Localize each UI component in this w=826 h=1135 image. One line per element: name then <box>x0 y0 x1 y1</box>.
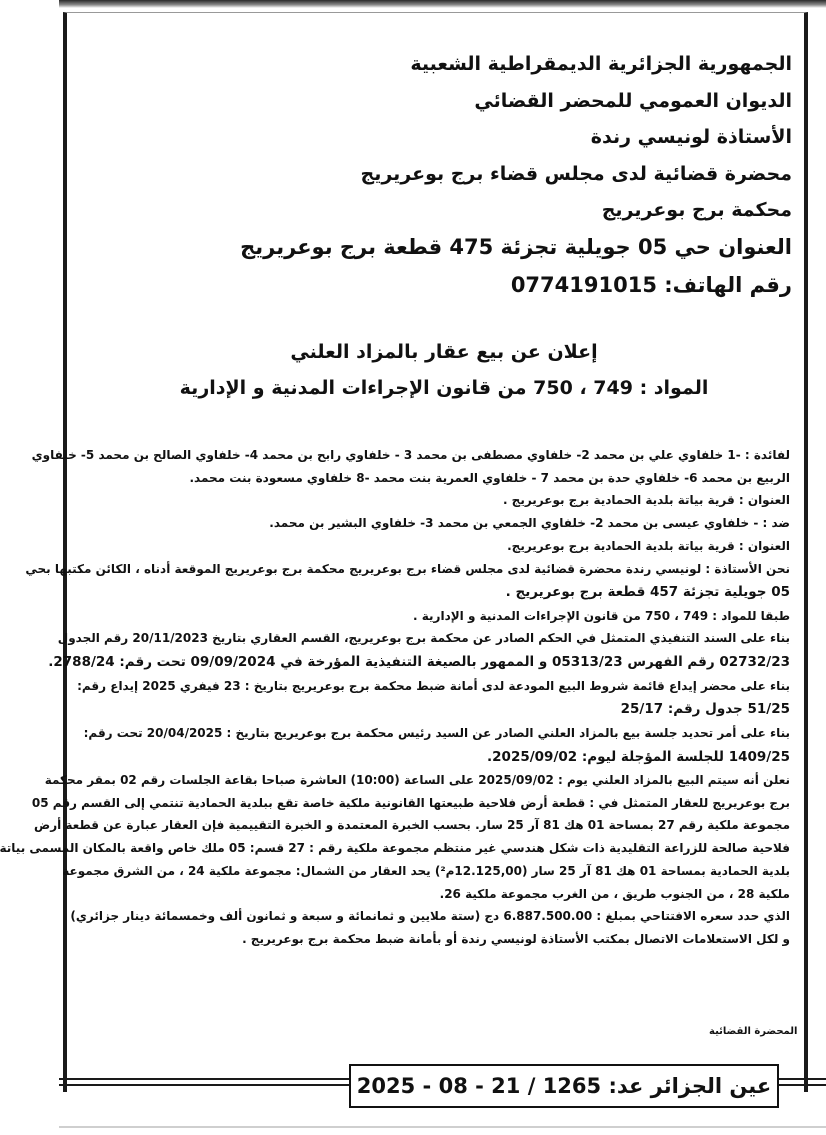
header-block <box>192 46 792 305</box>
republic-title: الجمهورية الجزائرية الديمقراطية الشعبية <box>410 53 792 75</box>
body-line: بناء على السند التنفيذي المتمثل في الحكم الصادر عن محكمة برج بوعريريج، القسم العقاري بتاريخ 20/11/2023 رقم الجدول <box>57 631 790 646</box>
body-line: بناء على أمر تحديد جلسة بيع بالمزاد العلني الصادر عن السيد رئيس محكمة برج بوعريريج بتاريخ : 20/04/2025 تحت رقم: <box>83 725 790 740</box>
body-line: فلاحية صالحة للزراعة التقليدية ذات شكل هندسي غير منتظم مجموعة ملكية رقم : 27 قسم: 05 ملك خاص واقعة بالمكان المسمى بياتة <box>0 841 790 856</box>
body-line: الربيع بن محمد 6- خلفاوي حدة بن محمد 7 - خلفاوي العمرية بنت محمد -8 خلفاوي مسعودة بنت محمد. <box>189 470 790 485</box>
body-line: و لكل الاستعلامات الاتصال بمكتب الأستاذة لونيسي رندة أو بأمانة ضبط محكمة برج بوعريريج . <box>242 931 790 946</box>
bailiff-name: الأستاذة لونيسي رندة <box>590 126 792 148</box>
body-line: ضد : - خلفاوي عيسى بن محمد 2- خلفاوي الجمعي بن محمد 3- خلفاوي البشير بن محمد. <box>269 516 790 531</box>
bottom-rule <box>59 1126 826 1128</box>
scan-edge <box>59 0 826 8</box>
legal-articles: المواد : 749 ، 750 من قانون الإجراءات المدنية و الإدارية <box>179 377 709 399</box>
body-line: 51/25 جدول رقم: 25/17 <box>620 701 790 718</box>
phone-number: رقم الهاتف: 0774191015 <box>510 273 792 297</box>
body-line: طبقا للمواد : 749 ، 750 من قانون الإجراءات المدنية و الإدارية . <box>413 608 790 623</box>
announcement-body <box>0 444 790 951</box>
bailiff-signature: المحضرة القضائية <box>709 1026 798 1037</box>
body-line: العنوان : قرية بياتة بلدية الحمادية برج بوعريريج . <box>502 493 790 508</box>
publication-reference: عين الجزائر عد: 1265 / 21 - 08 - 2025 <box>349 1064 779 1108</box>
body-line: مجموعة ملكية رقم 27 بمساحة 01 هك 81 آر 25 سار. بحسب الخبرة المعتمدة و الخبرة التقييمية فإن العقار عبارة عن قطعة أرض <box>34 818 790 833</box>
body-line: الذي حدد سعره الافتتاحي بمبلغ : 6.887.500.00 دج (ستة ملايين و ثمانمائة و سبعة و ثمانون ألف وخمسمائة دينار جزائري) <box>70 909 790 924</box>
body-line: ملكية 28 ، من الجنوب طريق ، من الغرب مجموعة ملكية 26. <box>439 886 790 901</box>
body-line: لفائدة : -1 خلفاوي علي بن محمد 2- خلفاوي مصطفى بن محمد 3 - خلفاوي رابح بن محمد 4- خلفاوي الصالح بن محمد 5- خلفاوي <box>31 448 790 462</box>
announcement-titles <box>99 334 789 406</box>
body-line: بناء على محضر إيداع قائمة شروط البيع المودعة لدى أمانة ضبط محكمة برج بوعريريج بتاريخ : 23 فيفري 2025 إيداع رقم: <box>77 678 790 693</box>
office-title: الديوان العمومي للمحضر القضائي <box>474 89 792 112</box>
body-line: 1409/25 للجلسة المؤجلة ليوم: 2025/09/02. <box>487 748 790 765</box>
office-address: العنوان حي 05 جويلية تجزئة 475 قطعة برج بوعريريج <box>240 234 792 259</box>
body-line: 02732/23 رقم الفهرس 05313/23 و الممهور بالصيغة التنفيذية المؤرخة في 09/09/2024 تحت رقم: 2788/24. <box>48 654 790 671</box>
announcement-title: إعلان عن بيع عقار بالمزاد العلني <box>290 341 598 363</box>
body-line: برج بوعريريج للعقار المتمثل في : قطعة أرض فلاحية طبيعتها القانونية ملكية خاصة تقع ببلدية الحمادية تنتمي إلى القسم رقم 05 <box>31 795 790 810</box>
body-line: العنوان : قرية بياتة بلدية الحمادية برج بوعريريج. <box>507 538 790 553</box>
body-line: بلدية الحمادية بمساحة 01 هك 81 آر 25 سار (12.125,00م²) يحد العقار من الشمال: مجموعة ملكية 24 ، من الشرق مجموعة <box>62 863 790 878</box>
body-line: نعلن أنه سيتم البيع بالمزاد العلني يوم : 2025/09/02 على الساعة (10:00) العاشرة صباحا بقاعة الجلسات رقم 02 بمقر محكمة <box>44 773 790 788</box>
court-council: محضرة قضائية لدى مجلس قضاء برج بوعريريج <box>360 162 792 185</box>
body-line: نحن الأستاذة : لونيسي رندة محضرة قضائية لدى مجلس قضاء برج بوعريريج محكمة برج بوعريريج الموقعة أدناه ، الكائن مكتبها بحي <box>25 561 790 576</box>
body-line: 05 جويلية تجزئة 457 قطعة برج بوعريريج . <box>505 584 790 601</box>
court-name: محكمة برج بوعريريج <box>601 199 792 221</box>
